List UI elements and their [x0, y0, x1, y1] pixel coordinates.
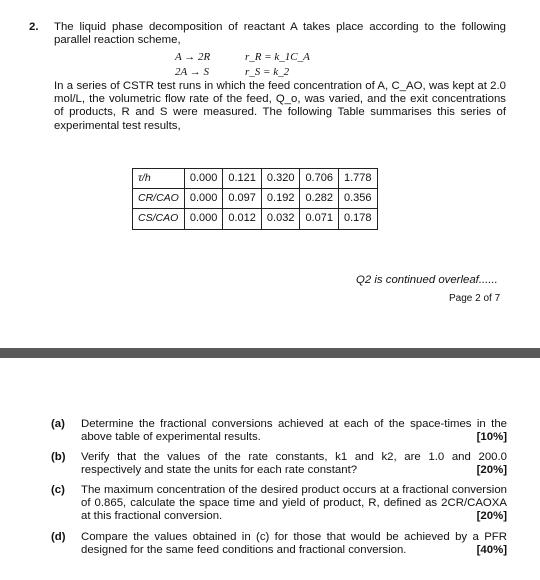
- part-text: Compare the values obtained in (c) for those that would be achieved by a PFR designed for the same feed conditions and fractional conversion.: [81, 531, 507, 557]
- table-cell: 1.778: [338, 169, 377, 189]
- question-paragraph: In a series of CSTR test runs in which the feed concentration of A, C_AO, was kept at 2.0 mol/L, the volumetric flow rate of the feed, Q_o, was varied, and the exit concentrations of products, R and S were measured. The following Table summarises this series of experimental test results,: [54, 80, 506, 132]
- reaction-1-rate: r_R = k_1C_A: [245, 51, 310, 63]
- table-cell: 0.000: [184, 169, 223, 189]
- part-label: (a): [51, 418, 65, 430]
- reaction-1-equation: A → 2R: [175, 51, 211, 63]
- table-cell: 0.000: [184, 209, 223, 229]
- part-marks: [10%]: [476, 431, 507, 443]
- part-label: (b): [51, 451, 66, 463]
- reaction-2-rate: r_S = k_2: [245, 66, 290, 78]
- part-text: Determine the fractional conversions achieved at each of the space-times in the above table of experimental results.: [81, 418, 507, 444]
- table-cell: 0.178: [338, 209, 377, 229]
- table-cell: 0.192: [261, 189, 300, 209]
- table-cell: 0.097: [223, 189, 262, 209]
- part-marks: [40%]: [476, 544, 507, 556]
- table-cell: 0.320: [261, 169, 300, 189]
- table-cell: 0.356: [338, 189, 377, 209]
- row-label: τ/h: [133, 169, 185, 189]
- page-divider: [0, 348, 540, 358]
- table-cell: 0.706: [300, 169, 339, 189]
- question-number: 2.: [29, 21, 39, 33]
- question-intro: The liquid phase decomposition of reactant A takes place according to the following parallel reaction scheme,: [54, 21, 506, 47]
- table-cell: 0.282: [300, 189, 339, 209]
- part-label: (c): [51, 484, 65, 496]
- table-cell: 0.032: [261, 209, 300, 229]
- part-label: (d): [51, 531, 66, 543]
- page-number: Page 2 of 7: [449, 293, 501, 304]
- part-text: Verify that the values of the rate constants, k1 and k2, are 1.0 and 200.0 respectively and state the units for each rate constant?: [81, 451, 507, 477]
- table-cell: 0.000: [184, 189, 223, 209]
- row-label: CR/CAO: [133, 189, 185, 209]
- experimental-results-table: [132, 168, 378, 230]
- table-row: [133, 189, 378, 209]
- part-text: The maximum concentration of the desired product occurs at a fractional conversion of 0.865, calculate the space time and yield of product, R, defined as 2CR/CAOXA at this fractional conversion.: [81, 484, 507, 523]
- part-marks: [20%]: [476, 464, 507, 476]
- table-cell: 0.121: [223, 169, 262, 189]
- continued-note: Q2 is continued overleaf......: [356, 274, 498, 286]
- table-cell: 0.012: [223, 209, 262, 229]
- row-label: CS/CAO: [133, 209, 185, 229]
- reaction-2-equation: 2A → S: [175, 66, 210, 78]
- table-cell: 0.071: [300, 209, 339, 229]
- part-marks: [20%]: [476, 510, 507, 522]
- table-row: [133, 169, 378, 189]
- table-row: [133, 209, 378, 229]
